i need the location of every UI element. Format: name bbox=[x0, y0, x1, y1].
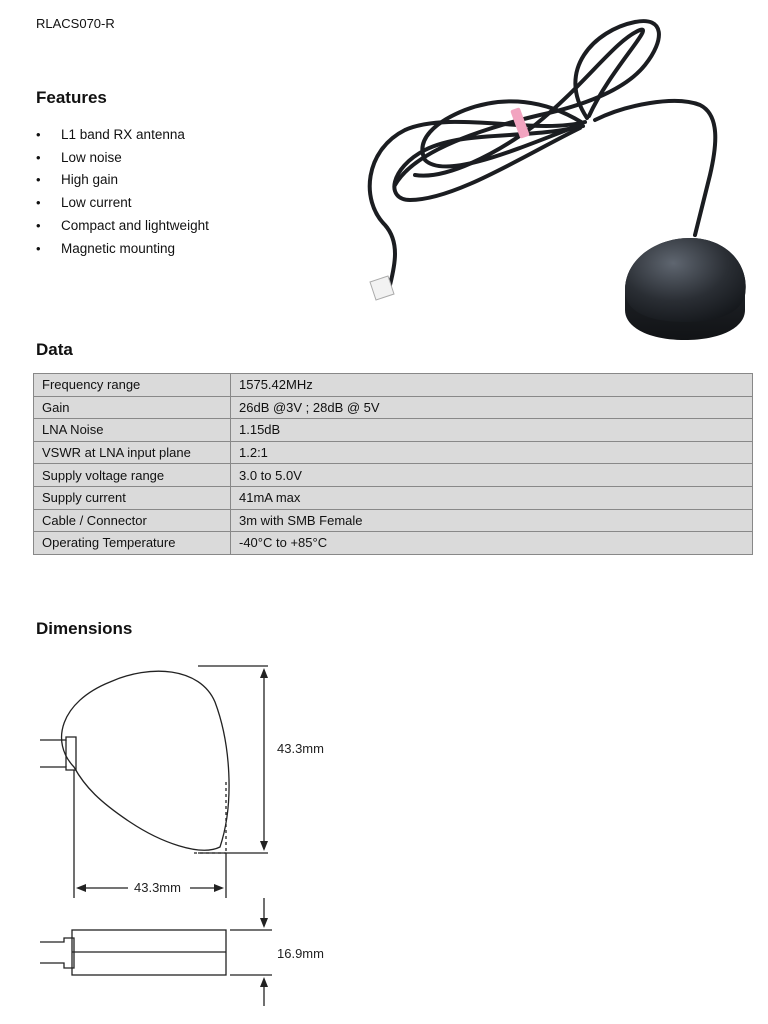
spec-label: Frequency range bbox=[34, 374, 231, 397]
spec-value: 3m with SMB Female bbox=[231, 509, 753, 532]
features-list bbox=[36, 124, 209, 260]
spec-label: VSWR at LNA input plane bbox=[34, 441, 231, 464]
table-row bbox=[34, 509, 753, 532]
top-view-outline bbox=[62, 671, 230, 850]
spec-label: Cable / Connector bbox=[34, 509, 231, 532]
features-heading: Features bbox=[36, 88, 107, 107]
width-dimension-label: 43.3mm bbox=[134, 880, 181, 895]
spec-table bbox=[33, 373, 753, 555]
spec-value: -40°C to +85°C bbox=[231, 532, 753, 555]
top-view-connector bbox=[40, 737, 76, 770]
feature-item: • High gain bbox=[36, 169, 209, 192]
feature-item: • Low current bbox=[36, 192, 209, 215]
spec-label: Gain bbox=[34, 396, 231, 419]
spec-label: LNA Noise bbox=[34, 419, 231, 442]
feature-item: • Compact and lightweight bbox=[36, 215, 209, 238]
part-number: RLACS070-R bbox=[36, 16, 115, 31]
spec-value: 1575.42MHz bbox=[231, 374, 753, 397]
side-view-connector bbox=[40, 938, 74, 968]
spec-value: 3.0 to 5.0V bbox=[231, 464, 753, 487]
table-row bbox=[34, 396, 753, 419]
product-photo bbox=[355, 10, 755, 350]
spec-value: 41mA max bbox=[231, 486, 753, 509]
spec-value: 1.15dB bbox=[231, 419, 753, 442]
dimensions-heading: Dimensions bbox=[36, 619, 133, 638]
spec-label: Operating Temperature bbox=[34, 532, 231, 555]
table-row bbox=[34, 374, 753, 397]
feature-item: • L1 band RX antenna bbox=[36, 124, 209, 147]
thickness-dimension-label: 16.9mm bbox=[277, 946, 324, 961]
table-row bbox=[34, 419, 753, 442]
data-heading: Data bbox=[36, 340, 73, 359]
table-row bbox=[34, 532, 753, 555]
spec-label: Supply current bbox=[34, 486, 231, 509]
height-dimension-label: 43.3mm bbox=[277, 741, 324, 756]
feature-item: • Magnetic mounting bbox=[36, 238, 209, 261]
table-row bbox=[34, 441, 753, 464]
table-row bbox=[34, 464, 753, 487]
spec-value: 26dB @3V ; 28dB @ 5V bbox=[231, 396, 753, 419]
table-row bbox=[34, 486, 753, 509]
dimension-drawing bbox=[30, 652, 360, 1014]
spec-label: Supply voltage range bbox=[34, 464, 231, 487]
feature-item: • Low noise bbox=[36, 147, 209, 170]
spec-value: 1.2:1 bbox=[231, 441, 753, 464]
